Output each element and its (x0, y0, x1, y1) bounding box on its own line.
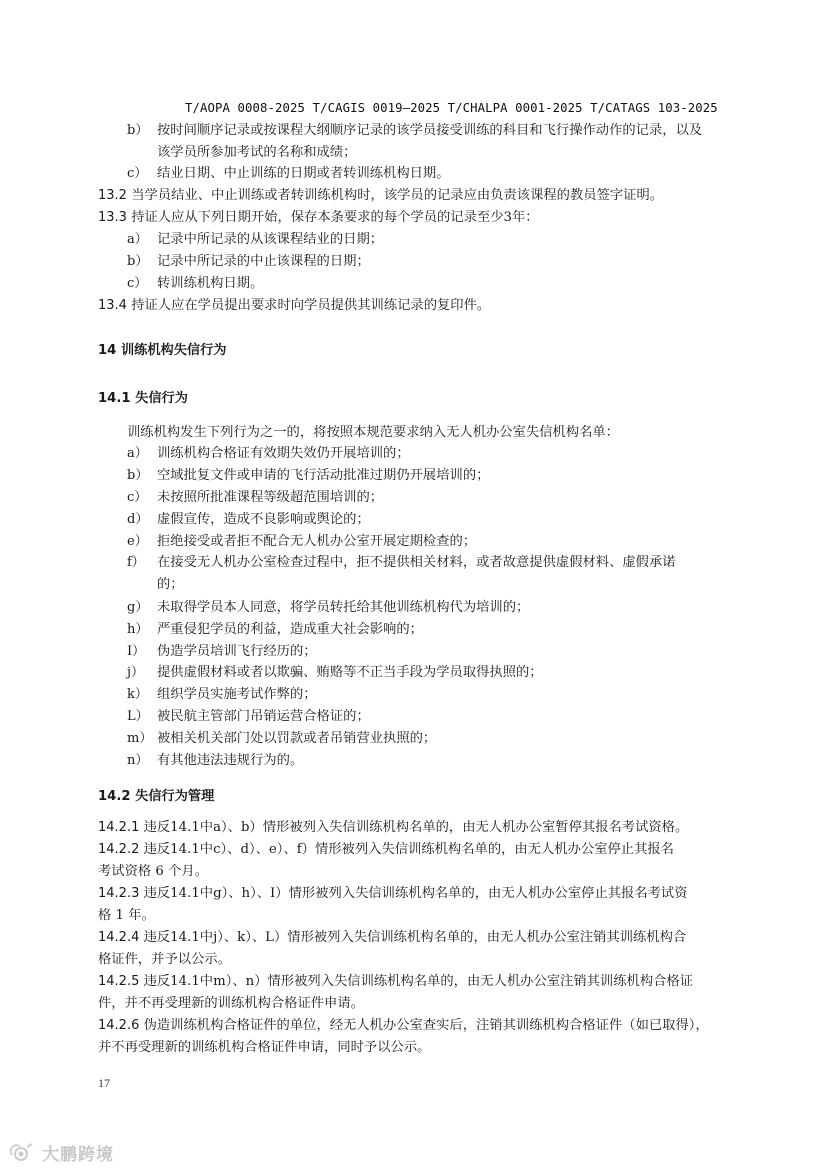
item-text: 转训练机构日期。 (157, 276, 264, 291)
item-text: 虚假宣传，造成不良影响或舆论的； (157, 512, 370, 527)
clause-text: 持证人应在学员提出要求时向学员提供其训练记录的复印件。 (131, 298, 491, 313)
section-14-1-intro: 训练机构发生下列行为之一的，将按照本规范要求纳入无人机办公室失信机构名单： (127, 425, 619, 440)
item-mark: c） (127, 490, 148, 505)
list-item (127, 488, 383, 508)
clause-13-2 (98, 186, 663, 206)
item-text: 结业日期、中止训练的日期或者转训练机构日期。 (157, 166, 450, 181)
item-mark: L） (127, 709, 149, 724)
item-mark: b） (127, 254, 149, 269)
clause-text: 当学员结业、中止训练或者转训练机构时，该学员的记录应由负责该课程的教员签字证明。 (131, 188, 664, 203)
item-mark: I） (127, 644, 146, 659)
item-text: 的； (157, 577, 184, 592)
list-item (127, 642, 317, 662)
item-text: 未取得学员本人同意，将学员转托给其他训练机构代为培训的； (157, 600, 530, 615)
list-item (127, 553, 676, 573)
rule-14-2-4-continued: 格证件，并予以公示。 (98, 952, 231, 967)
item-text: 未按照所批准课程等级超范围培训的； (157, 490, 384, 505)
item-mark: a） (127, 232, 148, 247)
list-item (127, 252, 370, 272)
clause-13-4 (98, 296, 490, 316)
list-item (127, 685, 317, 705)
item-text: 伪造学员培训飞行经历的； (157, 644, 317, 659)
list-item (127, 598, 529, 618)
item-mark: k） (127, 687, 148, 702)
rule-number: 14.2.1 (98, 820, 140, 835)
rule-text: 违反14.1中a）、b）情形被列入失信训练机构名单的，由无人机办公室暂停其报名考试资格。 (143, 820, 689, 835)
item-mark: b） (127, 468, 149, 483)
item-text: 记录中所记录的从该课程结业的日期； (157, 232, 384, 247)
item-text: 在接受无人机办公室检查过程中，拒不提供相关材料，或者故意提供虚假材料、虚假承诺 (157, 555, 676, 570)
item-text: 有其他违法违规行为的。 (157, 753, 304, 768)
rule-14-2-6-continued: 并不再受理新的训练机构合格证件申请，同时予以公示。 (98, 1040, 431, 1055)
item-mark: b） (127, 123, 149, 138)
subsection-14-2-title: 14.2 失信行为管理 (98, 789, 215, 804)
item-mark: j） (127, 665, 145, 680)
rule-14-2-5 (98, 972, 693, 992)
item-mark: h） (127, 622, 149, 637)
rule-number: 14.2.6 (98, 1018, 140, 1033)
list-item (127, 230, 383, 250)
item-mark: m） (127, 731, 153, 746)
item-text: 组织学员实施考试作弊的； (157, 687, 317, 702)
watermark-text: 大鹏跨境 (42, 1145, 114, 1165)
clause-number: 13.2 (98, 188, 127, 203)
clause-number: 13.3 (98, 210, 127, 225)
item-mark: c） (127, 166, 148, 181)
section-14-title: 14 训练机构失信行为 (98, 343, 227, 358)
list-item (127, 751, 303, 771)
rule-number: 14.2.5 (98, 974, 140, 989)
rule-14-2-3 (98, 884, 688, 904)
item-mark: f） (127, 555, 145, 570)
rule-number: 14.2.2 (98, 842, 140, 857)
rule-14-2-5-continued: 件，并不再受理新的训练机构合格证件申请。 (98, 996, 364, 1011)
item-13-b-continued: 该学员所参加考试的名称和成绩； (157, 145, 357, 160)
list-item (127, 729, 436, 749)
item-text: 提供虚假材料或者以欺骗、贿赂等不正当手段为学员取得执照的； (157, 665, 543, 680)
clause-text: 持证人应从下列日期开始，保存本条要求的每个学员的记录至少3年： (131, 210, 539, 225)
item-13-b (127, 121, 702, 141)
item-text: 拒绝接受或者拒不配合无人机办公室开展定期检查的； (157, 534, 477, 549)
rule-14-2-6 (98, 1016, 709, 1036)
rule-text: 伪造训练机构合格证件的单位，经无人机办公室查实后，注销其训练机构合格证件（如已取得）， (143, 1018, 709, 1033)
rule-14-2-1 (98, 818, 688, 838)
list-item (127, 663, 543, 683)
watermark (6, 1140, 114, 1165)
item-mark: e） (127, 534, 148, 549)
clause-number: 13.4 (98, 298, 127, 313)
rule-number: 14.2.4 (98, 930, 140, 945)
item-mark: g） (127, 600, 149, 615)
rule-text: 违反14.1中j）、k）、L）情形被列入失信训练机构名单的，由无人机办公室注销其训练机构合 (143, 930, 687, 945)
item-text: 严重侵犯学员的利益，造成重大社会影响的； (157, 622, 423, 637)
item-text: 空域批复文件或申请的飞行活动批准过期仍开展培训的； (157, 468, 490, 483)
rule-14-2-3-continued: 格 1 年。 (98, 908, 155, 923)
item-text: 被民航主管部门吊销运营合格证的； (157, 709, 370, 724)
rule-14-2-2-continued: 考试资格 6 个月。 (98, 864, 208, 879)
list-item (127, 466, 489, 486)
item-mark: c） (127, 276, 148, 291)
camera-logo-icon (6, 1141, 36, 1165)
page-number: 17 (98, 1076, 110, 1090)
rule-text: 违反14.1中g）、h）、I）情形被列入失信训练机构名单的，由无人机办公室停止其报名考试资 (143, 886, 688, 901)
subsection-14-1-title: 14.1 失信行为 (98, 391, 188, 406)
list-item (127, 532, 476, 552)
document-header-code: T/AOPA 0008-2025 T/CAGIS 0019—2025 T/CHALPA 0001-2025 T/CATAGS 103-2025 (185, 101, 718, 115)
item-text: 训练机构合格证有效期失效仍开展培训的； (157, 446, 410, 461)
rule-number: 14.2.3 (98, 886, 140, 901)
list-item (127, 274, 263, 294)
list-item (127, 620, 423, 640)
rule-14-2-2 (98, 840, 674, 860)
item-text: 按时间顺序记录或按课程大纲顺序记录的该学员接受训练的科目和飞行操作动作的记录，以及 (157, 123, 703, 138)
list-item (127, 510, 370, 530)
list-item (127, 444, 410, 464)
item-mark: n） (127, 753, 149, 768)
rule-text: 违反14.1中c）、d）、e）、f）情形被列入失信训练机构名单的，由无人机办公室停止其报名 (143, 842, 674, 857)
item-13-c (127, 164, 450, 184)
list-item (127, 707, 370, 727)
list-item-continued (157, 575, 184, 595)
item-text: 被相关机关部门处以罚款或者吊销营业执照的； (157, 731, 437, 746)
clause-13-3 (98, 208, 539, 228)
item-mark: d） (127, 512, 149, 527)
item-text: 记录中所记录的中止该课程的日期； (157, 254, 370, 269)
rule-text: 违反14.1中m）、n）情形被列入失信训练机构名单的，由无人机办公室注销其训练机构合格证 (143, 974, 694, 989)
item-mark: a） (127, 446, 148, 461)
rule-14-2-4 (98, 928, 686, 948)
